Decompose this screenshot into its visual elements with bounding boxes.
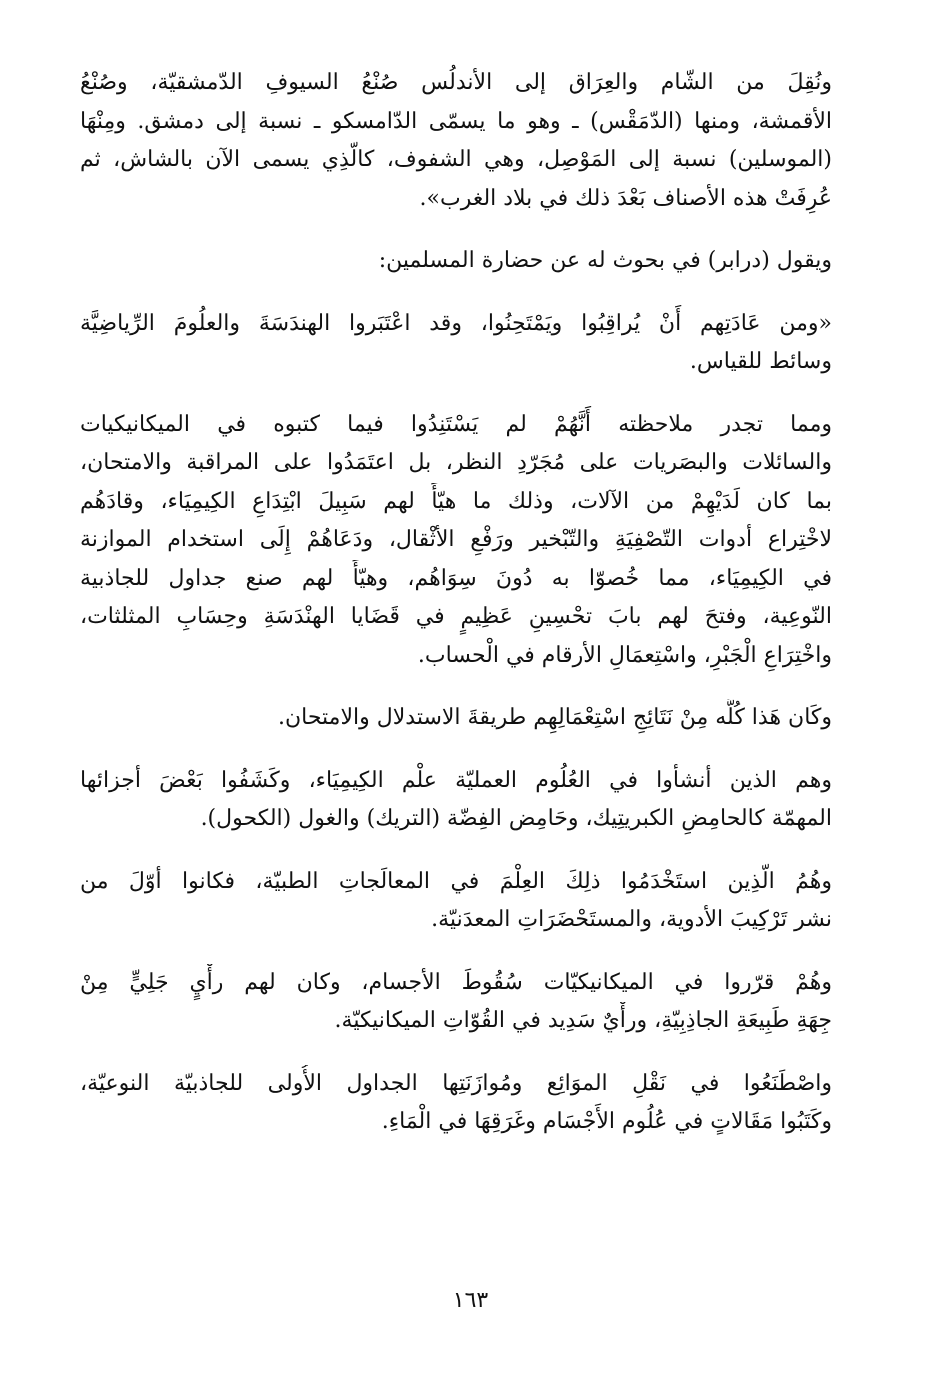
text-line: ويقول (درابر) في بحوث له عن حضارة المسلمين: xyxy=(378,248,832,273)
text-line: (الموسلين) نسبة إلى المَوْصِل، وهي الشفوف، كالّذِي يسمى الآن بالشاش، ثم xyxy=(80,147,832,172)
text-line: لاخْتِراع أدوات التّصْفِيَةِ والتّبْخير ورَفْعِ الأثْقال، ودَعَاهُمْ إِلَى استخدام الموازنة xyxy=(80,527,832,552)
text-line: عُرِفَتْ هذه الأصناف بَعْدَ ذلك في بلاد الغرب». xyxy=(419,185,832,211)
text-line: «ومن عَادَتِهم أَنْ يُراقِبُوا ويَمْتَحِنُوا، وقد اعْتَبَروا الهندَسَةَ والعلُومَ الرِّياضِيَّة xyxy=(80,310,832,336)
text-line: بما كان لَدَيْهِمْ من الآلات، وذلك ما هيّأَ لهم سَبِيلَ ابْتِدَاعِ الكِيمِيَاء، وقادَهُم xyxy=(80,488,832,514)
text-line: وكَان هَذا كُلُّه مِنْ نَتَائِجِ اسْتِعْمَالِهِم طريقةَ الاستدلال والامتحان. xyxy=(277,705,832,730)
text-line: ونُقِلَ من الشّام والعِرَاق إلى الأندلُس صُنْعُ السيوفِ الدّمشقيّة، وصُنْعُ xyxy=(80,70,832,95)
text-line: وهم الذين أنشأوا في العُلُوم العمليّة علْم الكِيمِيَاء، وكَشَفُوا بَعْضَ أجزائها xyxy=(80,767,832,793)
text-line: النّوعِية، وفتحَ لهم بابَ تحْسِينِ عَظِيمٍ في قَضَايا الهنْدَسَةِ وحِسَابِ المثلثات، xyxy=(80,604,832,629)
page-number: ١٦٣ xyxy=(452,1288,489,1313)
text-line: وكَتَبُوا مَقَالاتٍ في عُلُوم الأَجْسَام وغَرَقِهَا في الْمَاءِ. xyxy=(381,1109,832,1134)
text-line: وهُمُ الّذِين استَخْدَمُوا ذلِكَ العِلْمَ في المعالَجاتِ الطبيّة، فكانوا أوّلَ من xyxy=(80,868,832,894)
text-line: والسائلات والبصَريات على مُجَرّدِ النظر، بل اعتَمَدُوا على المراقبة والامتحان، xyxy=(80,450,832,475)
paragraph-draper-intro xyxy=(80,242,832,281)
text-line: واخْتِرَاعِ الْجَبْرِ، واسْتِعمَالِ الأرقام في الْحساب. xyxy=(417,642,832,668)
text-line: في الكِيمِيَاء، مما خُصوّا به دُونَ سِوَاهُم، وهيّأَ لهم صنع جداول للجاذبية xyxy=(80,565,832,591)
text-line: واصْطَنَعُوا في نَقْلِ الموَائِع ومُوازَنَتِها الجداول الأُولى للجاذبيّة النوعيّة، xyxy=(80,1070,832,1096)
text-line: ومما تجدر ملاحظته أَنَّهُمْ لم يَسْتَنِدُوا فيما كتبوه في الميكانيكيات xyxy=(80,411,832,437)
text-line: الأقمشة، ومنها (الدّمَقْس) ـ وهو ما يسمّى الدّامسكو ـ نسبة إلى دمشق. ومِنْهَا xyxy=(80,108,832,134)
text-line: وهُمْ قرّروا في الميكانيكيّات سُقُوطَ الأجسام، وكان لهم رأْيٍ جَلِيٍّ مِنْ xyxy=(80,969,832,995)
text-line: نشر تَرْكِيبَ الأدوية، والمستَحْضَرَاتِ المعدَنيّة. xyxy=(431,907,832,932)
text-line: وسائط للقياس. xyxy=(689,349,832,374)
page-body xyxy=(80,64,832,1166)
paragraph-observation xyxy=(80,406,832,676)
paragraph-medicine xyxy=(80,863,832,940)
text-line: جِهَةِ طَبِيعَةِ الجاذِبِيّةِ، ورأْيٌ سَدِيد في القُوّاتِ الميكانيكيّة. xyxy=(334,1008,832,1033)
paragraph-method xyxy=(80,699,832,738)
paragraph-fluids xyxy=(80,1065,832,1142)
paragraph-textiles xyxy=(80,64,832,218)
paragraph-chemistry xyxy=(80,762,832,839)
text-line: المهمّة كالحامِضِ الكبريتِيك، وحَامِض الفِضّة (التريك) والغول (الكحول). xyxy=(200,806,832,831)
paragraph-mechanics xyxy=(80,964,832,1041)
paragraph-draper-quote xyxy=(80,305,832,382)
